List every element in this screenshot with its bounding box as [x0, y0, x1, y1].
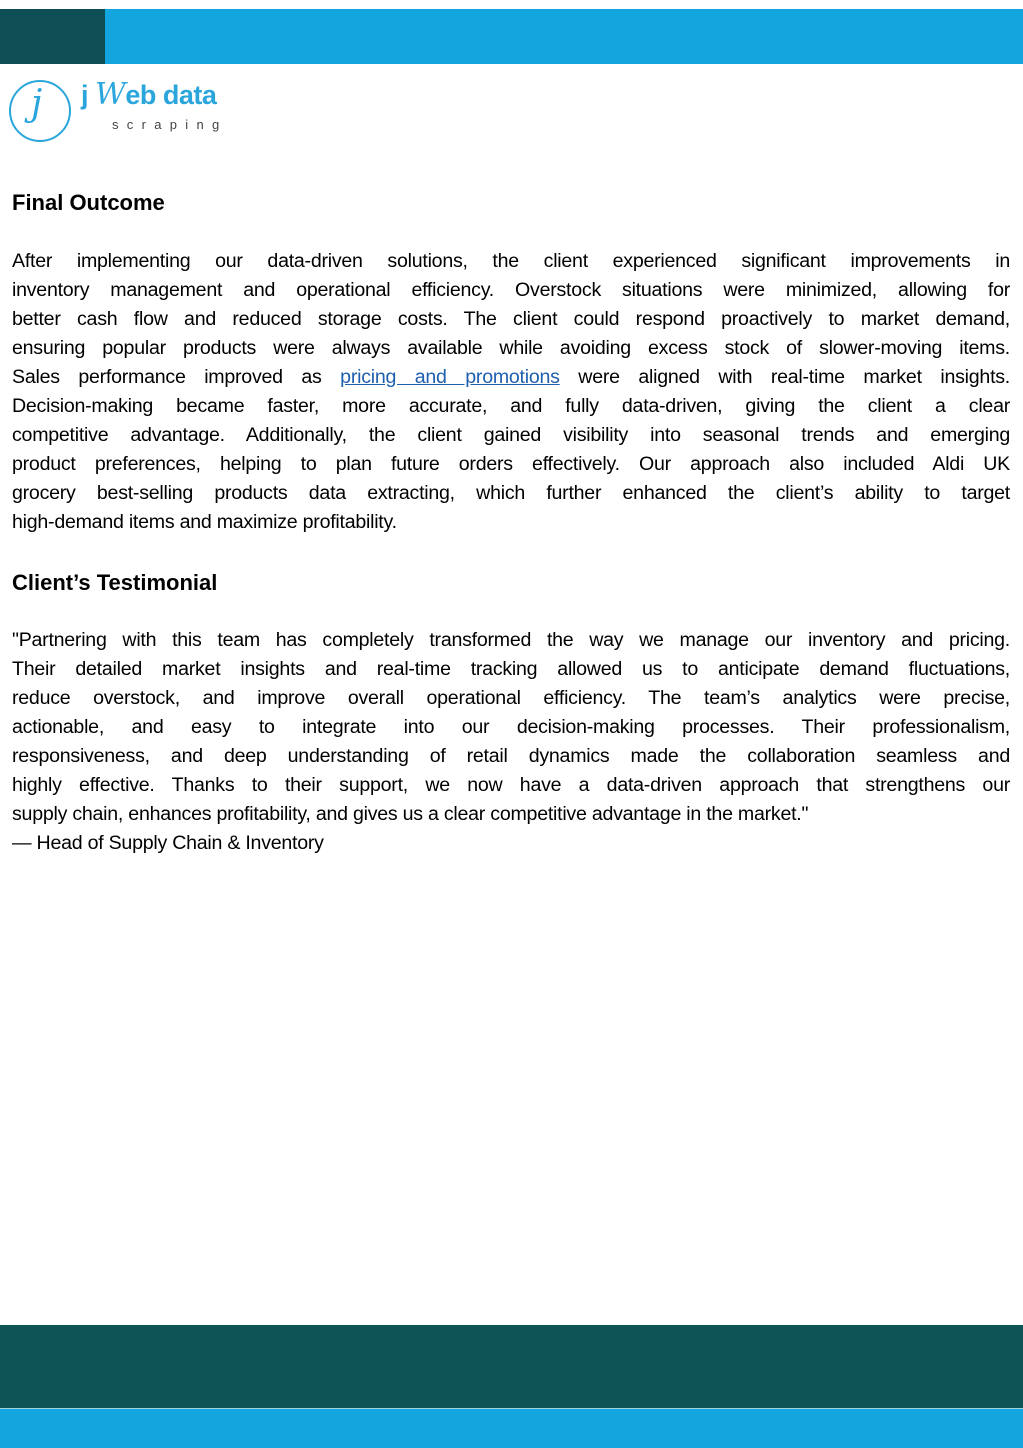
testimonial-heading: Client’s Testimonial [12, 570, 218, 595]
pricing-and-promotions-link[interactable]: pricing and promotions [340, 366, 560, 388]
footer-bar [0, 1325, 1023, 1409]
header-bar [0, 9, 1023, 64]
paragraph-line: competitive advantage. Additionally, the client gained visibility into seasonal trends and emerging [12, 424, 1010, 446]
logo-brand-prefix: j [81, 80, 96, 110]
paragraph-line: ensuring popular products were always available while avoiding excess stock of slower-moving items. [12, 337, 1010, 359]
paragraph-line: After implementing our data-driven solutions, the client experienced significant improvements in [12, 250, 1010, 272]
quote-line: reduce overstock, and improve overall operational efficiency. The team’s analytics were precise, [12, 687, 1010, 709]
link-line-before: Sales performance improved as [12, 366, 341, 388]
quote-line: highly effective. Thanks to their support, we now have a data-driven approach that strengthens our [12, 774, 1010, 796]
paragraph-line: high-demand items and maximize profitability. [12, 511, 397, 533]
company-logo [9, 78, 229, 146]
footer-bar-accent [0, 1409, 1023, 1448]
quote-line: responsiveness, and deep understanding of retail dynamics made the collaboration seamless and [12, 745, 1010, 767]
logo-brand-w: W [95, 77, 126, 112]
paragraph-line: product preferences, helping to plan future orders effectively. Our approach also included Aldi UK [12, 453, 1010, 475]
paragraph-line-with-link [12, 363, 1010, 392]
logo-j-icon: j [31, 83, 43, 124]
paragraph-line: Decision-making became faster, more accurate, and fully data-driven, giving the client a clear [12, 395, 1010, 417]
link-line-after: were aligned with real-time market insights. [559, 366, 1010, 388]
paragraph-line: better cash flow and reduced storage costs. The client could respond proactively to market demand, [12, 308, 1010, 330]
final-outcome-paragraph [12, 247, 1010, 537]
quote-line: Their detailed market insights and real-time tracking allowed us to anticipate demand fluctuations, [12, 658, 1010, 680]
final-outcome-heading: Final Outcome [12, 190, 165, 215]
quote-line: "Partnering with this team has completely transformed the way we manage our inventory and pricing. [12, 629, 1010, 651]
paragraph-line: inventory management and operational efficiency. Overstock situations were minimized, allowing for [12, 279, 1010, 301]
logo-brand-text [81, 77, 217, 112]
testimonial-attribution: — Head of Supply Chain & Inventory [12, 832, 324, 854]
header-bar-accent [0, 9, 105, 64]
testimonial-quote [12, 626, 1010, 858]
quote-line: supply chain, enhances profitability, and gives us a clear competitive advantage in the market." [12, 803, 809, 825]
paragraph-line: grocery best-selling products data extracting, which further enhanced the client’s ability to target [12, 482, 1010, 504]
quote-line: actionable, and easy to integrate into our decision-making processes. Their professionalism, [12, 716, 1010, 738]
logo-tagline: scraping [112, 117, 228, 132]
logo-brand-rest: eb data [125, 80, 217, 110]
